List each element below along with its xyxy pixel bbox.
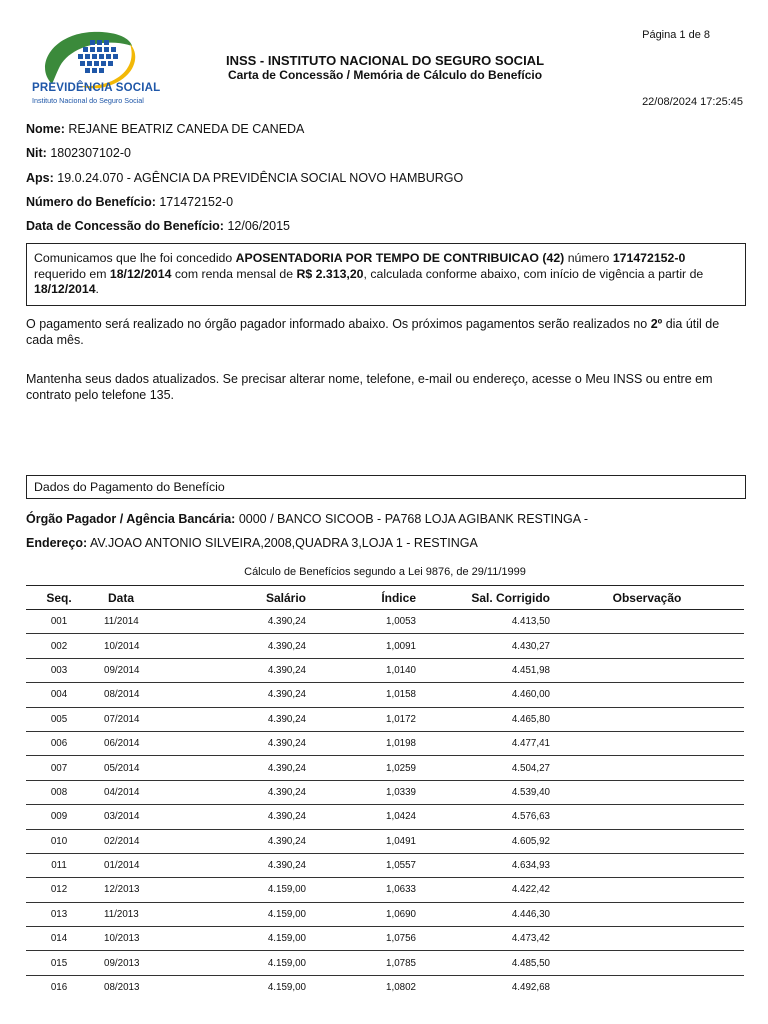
notice-monthly-income: R$ 2.313,20 bbox=[296, 266, 364, 281]
cell-sal-corrigido: 4.473,42 bbox=[416, 927, 550, 951]
payment-day: 2º bbox=[650, 317, 663, 331]
cell-seq: 001 bbox=[26, 610, 92, 634]
cell-sal-corrigido: 4.576,63 bbox=[416, 805, 550, 829]
cell-salario: 4.390,24 bbox=[176, 731, 306, 755]
cell-observacao bbox=[550, 853, 744, 877]
cell-observacao bbox=[550, 683, 744, 707]
cell-seq: 011 bbox=[26, 853, 92, 877]
notice-text: , calculada conforme abaixo, com início de vigência a partir de bbox=[363, 266, 704, 281]
cell-salario: 4.390,24 bbox=[176, 805, 306, 829]
field-label: Número do Benefício: bbox=[26, 194, 156, 209]
beneficiary-fields bbox=[26, 121, 744, 242]
cell-data: 10/2014 bbox=[92, 634, 176, 658]
logo-subtext: Instituto Nacional do Seguro Social bbox=[32, 96, 144, 105]
cell-data: 01/2014 bbox=[92, 853, 176, 877]
table-row bbox=[26, 756, 744, 780]
cell-observacao bbox=[550, 634, 744, 658]
cell-seq: 013 bbox=[26, 902, 92, 926]
paragraph-text: dia útil de cada mês. bbox=[26, 317, 720, 347]
table-row bbox=[26, 927, 744, 951]
cell-indice: 1,0491 bbox=[306, 829, 416, 853]
field-label: Aps: bbox=[26, 170, 54, 185]
table-row bbox=[26, 829, 744, 853]
payer-line bbox=[26, 512, 588, 526]
field-label: Nit: bbox=[26, 146, 47, 161]
cell-data: 07/2014 bbox=[92, 707, 176, 731]
table-row bbox=[26, 683, 744, 707]
cell-seq: 003 bbox=[26, 658, 92, 682]
field-label: Nome: bbox=[26, 122, 65, 136]
cell-observacao bbox=[550, 902, 744, 926]
cell-salario: 4.159,00 bbox=[176, 927, 306, 951]
cell-observacao bbox=[550, 829, 744, 853]
column-header-indice: Índice bbox=[306, 586, 416, 610]
field-nit bbox=[26, 145, 744, 169]
payer-label: Órgão Pagador / Agência Bancária: bbox=[26, 512, 236, 526]
cell-salario: 4.390,24 bbox=[176, 780, 306, 804]
notice-text: número bbox=[564, 251, 613, 265]
cell-data: 05/2014 bbox=[92, 756, 176, 780]
cell-observacao bbox=[550, 610, 744, 634]
notice-request-date: 18/12/2014 bbox=[109, 266, 172, 281]
calculation-title: Cálculo de Benefícios segundo a Lei 9876, de 29/11/1999 bbox=[244, 566, 526, 578]
cell-observacao bbox=[550, 951, 744, 975]
cell-indice: 1,0756 bbox=[306, 927, 416, 951]
table-row bbox=[26, 658, 744, 682]
table-row bbox=[26, 731, 744, 755]
document-subtitle: Carta de Concessão / Memória de Cálculo do Benefício bbox=[227, 68, 543, 82]
cell-salario: 4.390,24 bbox=[176, 610, 306, 634]
cell-seq: 004 bbox=[26, 683, 92, 707]
address-value: AV.JOAO ANTONIO SILVEIRA,2008,QUADRA 3,LOJA 1 - RESTINGA bbox=[89, 536, 478, 550]
address-label: Endereço: bbox=[26, 536, 88, 550]
document-title: INSS - INSTITUTO NACIONAL DO SEGURO SOCIAL bbox=[225, 53, 545, 68]
cell-observacao bbox=[550, 658, 744, 682]
table-row bbox=[26, 902, 744, 926]
cell-data: 09/2013 bbox=[92, 951, 176, 975]
cell-salario: 4.390,24 bbox=[176, 853, 306, 877]
cell-indice: 1,0424 bbox=[306, 805, 416, 829]
cell-salario: 4.159,00 bbox=[176, 951, 306, 975]
cell-data: 03/2014 bbox=[92, 805, 176, 829]
cell-observacao bbox=[550, 878, 744, 902]
table-row bbox=[26, 951, 744, 975]
update-data-paragraph: Mantenha seus dados atualizados. Se precisar alterar nome, telefone, e-mail ou endereço, acesse o Meu INSS ou entre em contrato pelo telefone 135. bbox=[26, 372, 713, 402]
cell-sal-corrigido: 4.634,93 bbox=[416, 853, 550, 877]
cell-indice: 1,0802 bbox=[386, 982, 416, 994]
notice-text: requerido em bbox=[34, 266, 110, 281]
cell-sal-corrigido: 4.430,27 bbox=[416, 634, 550, 658]
field-data-concessao bbox=[26, 218, 744, 242]
cell-data: 12/2013 bbox=[92, 878, 176, 902]
column-header-seq: Seq. bbox=[26, 586, 92, 610]
cell-sal-corrigido: 4.451,98 bbox=[416, 658, 550, 682]
table-row bbox=[26, 780, 744, 804]
cell-seq: 015 bbox=[26, 951, 92, 975]
cell-seq: 012 bbox=[26, 878, 92, 902]
field-numero-beneficio bbox=[26, 194, 744, 218]
cell-indice: 1,0140 bbox=[306, 658, 416, 682]
cell-indice: 1,0557 bbox=[306, 853, 416, 877]
table-row bbox=[26, 878, 744, 902]
cell-sal-corrigido: 4.485,50 bbox=[416, 951, 550, 975]
concession-notice bbox=[26, 243, 746, 306]
payment-info-paragraph bbox=[26, 317, 744, 348]
notice-text: com renda mensal de bbox=[171, 266, 297, 281]
cell-salario: 4.390,24 bbox=[176, 658, 306, 682]
table-row bbox=[26, 975, 744, 999]
cell-observacao bbox=[550, 731, 744, 755]
notice-benefit-type: APOSENTADORIA POR TEMPO DE CONTRIBUICAO (42) bbox=[235, 251, 565, 265]
cell-data: 08/2014 bbox=[92, 683, 176, 707]
cell-seq: 007 bbox=[26, 756, 92, 780]
cell-indice: 1,0633 bbox=[306, 878, 416, 902]
cell-seq: 014 bbox=[26, 927, 92, 951]
cell-seq: 002 bbox=[26, 634, 92, 658]
cell-sal-corrigido: 4.422,42 bbox=[416, 878, 550, 902]
column-header-salario: Salário bbox=[176, 586, 306, 610]
cell-observacao bbox=[550, 975, 744, 999]
cell-salario: 4.390,24 bbox=[176, 756, 306, 780]
cell-salario: 4.390,24 bbox=[176, 634, 306, 658]
table-row bbox=[26, 634, 744, 658]
cell-sal-corrigido: 4.460,00 bbox=[416, 683, 550, 707]
column-header-observacao: Observação bbox=[550, 586, 744, 610]
column-header-data: Data bbox=[92, 586, 176, 610]
notice-start-date: 18/12/2014 bbox=[34, 282, 96, 296]
cell-observacao bbox=[550, 707, 744, 731]
field-value: REJANE BEATRIZ CANEDA DE CANEDA bbox=[68, 122, 305, 136]
address-line bbox=[26, 536, 478, 550]
calculation-table bbox=[26, 585, 744, 999]
cell-sal-corrigido: 4.504,27 bbox=[416, 756, 550, 780]
paragraph-text: O pagamento será realizado no órgão pagador informado abaixo. Os próximos pagamentos serão realizados no bbox=[26, 317, 651, 331]
cell-observacao bbox=[550, 927, 744, 951]
cell-data: 11/2014 bbox=[92, 610, 176, 634]
cell-sal-corrigido: 4.446,30 bbox=[416, 902, 550, 926]
cell-sal-corrigido: 4.605,92 bbox=[416, 829, 550, 853]
cell-seq: 009 bbox=[26, 805, 92, 829]
cell-data: 06/2014 bbox=[92, 731, 176, 755]
cell-data: 09/2014 bbox=[92, 658, 176, 682]
cell-salario: 4.390,24 bbox=[176, 707, 306, 731]
cell-seq: 010 bbox=[26, 829, 92, 853]
cell-data: 10/2013 bbox=[92, 927, 176, 951]
table-body bbox=[26, 610, 744, 1000]
cell-sal-corrigido: 4.465,80 bbox=[416, 707, 550, 731]
field-value: 19.0.24.070 - AGÊNCIA DA PREVIDÊNCIA SOCIAL NOVO HAMBURGO bbox=[57, 170, 464, 185]
field-value: 171472152-0 bbox=[159, 194, 234, 209]
cell-indice: 1,0172 bbox=[306, 707, 416, 731]
cell-sal-corrigido: 4.492,68 bbox=[511, 982, 550, 994]
logo-text: PREVIDÊNCIA SOCIAL bbox=[32, 82, 161, 94]
cell-seq: 005 bbox=[26, 707, 92, 731]
cell-indice: 1,0053 bbox=[306, 610, 416, 634]
cell-salario: 4.159,00 bbox=[267, 982, 306, 994]
cell-salario: 4.390,24 bbox=[176, 829, 306, 853]
table-row bbox=[26, 805, 744, 829]
field-value: 1802307102-0 bbox=[50, 146, 131, 161]
cell-observacao bbox=[550, 780, 744, 804]
cell-indice: 1,0198 bbox=[306, 731, 416, 755]
table-row bbox=[26, 853, 744, 877]
cell-seq: 006 bbox=[26, 731, 92, 755]
cell-data: 08/2013 bbox=[104, 982, 140, 994]
field-value: 12/06/2015 bbox=[227, 219, 291, 234]
cell-salario: 4.390,24 bbox=[176, 683, 306, 707]
table-row bbox=[26, 610, 744, 634]
payment-section-title: Dados do Pagamento do Benefício bbox=[26, 475, 746, 499]
table-row bbox=[26, 707, 744, 731]
cell-indice: 1,0259 bbox=[306, 756, 416, 780]
cell-sal-corrigido: 4.539,40 bbox=[416, 780, 550, 804]
table-header-row bbox=[26, 586, 744, 610]
cell-observacao bbox=[550, 805, 744, 829]
cell-data: 11/2013 bbox=[92, 902, 176, 926]
column-header-sal-corrigido: Sal. Corrigido bbox=[416, 586, 550, 610]
notice-benefit-number: 171472152-0 bbox=[612, 251, 686, 265]
field-nome bbox=[26, 121, 744, 145]
cell-data: 04/2014 bbox=[92, 780, 176, 804]
cell-sal-corrigido: 4.413,50 bbox=[416, 610, 550, 634]
page-number: Página 1 de 8 bbox=[642, 29, 710, 41]
timestamp: 22/08/2024 17:25:45 bbox=[642, 96, 743, 108]
cell-indice: 1,0091 bbox=[306, 634, 416, 658]
cell-seq: 016 bbox=[50, 982, 68, 994]
notice-text: . bbox=[95, 282, 99, 296]
payer-value: 0000 / BANCO SICOOB - PA768 LOJA AGIBANK RESTINGA - bbox=[238, 512, 589, 526]
cell-observacao bbox=[550, 756, 744, 780]
cell-indice: 1,0690 bbox=[306, 902, 416, 926]
cell-salario: 4.159,00 bbox=[176, 878, 306, 902]
cell-indice: 1,0339 bbox=[306, 780, 416, 804]
cell-data: 02/2014 bbox=[92, 829, 176, 853]
cell-indice: 1,0158 bbox=[306, 683, 416, 707]
field-label: Data de Concessão do Benefício: bbox=[26, 219, 224, 234]
field-aps bbox=[26, 170, 744, 194]
cell-salario: 4.159,00 bbox=[176, 902, 306, 926]
cell-sal-corrigido: 4.477,41 bbox=[416, 731, 550, 755]
cell-indice: 1,0785 bbox=[306, 951, 416, 975]
notice-text: Comunicamos que lhe foi concedido bbox=[34, 251, 236, 265]
cell-seq: 008 bbox=[26, 780, 92, 804]
